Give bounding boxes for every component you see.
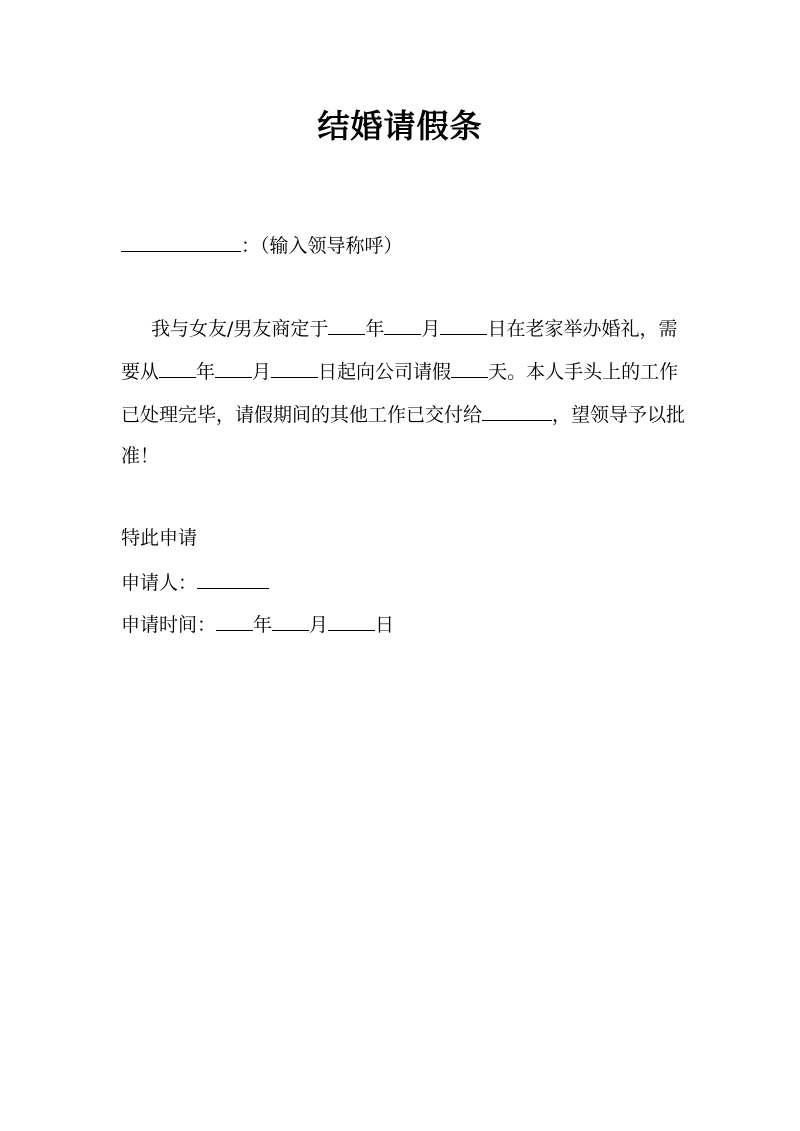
body-text: 我与女友/男友商定于	[151, 318, 329, 340]
body-text: 已处理完毕，请假期间的其他工作已交付给	[121, 404, 483, 426]
leave-year-blank[interactable]	[159, 356, 196, 378]
year-label: 年	[196, 361, 216, 383]
month-label: 月	[309, 614, 329, 636]
year-label: 年	[253, 614, 273, 636]
applicant-label: 申请人：	[121, 572, 198, 594]
body-text: 日在老家举办婚礼，需	[487, 318, 678, 340]
month-label: 月	[252, 361, 272, 383]
application-day-blank[interactable]	[328, 609, 375, 631]
salutation-suffix: ：（输入领导称呼）	[241, 235, 403, 257]
applicant-name-blank[interactable]	[197, 567, 269, 589]
salutation-line	[121, 230, 403, 260]
handover-person-blank[interactable]	[482, 399, 552, 421]
wedding-year-blank[interactable]	[328, 313, 365, 335]
wedding-day-blank[interactable]	[440, 313, 487, 335]
closing-statement	[121, 524, 197, 552]
year-label: 年	[365, 318, 385, 340]
leave-days-blank[interactable]	[451, 356, 488, 378]
body-text: ，望领导予以批	[552, 404, 686, 426]
leader-name-blank[interactable]	[121, 230, 241, 252]
body-line-4	[121, 442, 159, 470]
closing-text: 特此申请	[121, 527, 198, 549]
body-line-1	[121, 313, 677, 343]
body-line-2	[121, 356, 678, 386]
body-text: 要从	[121, 361, 160, 383]
wedding-month-blank[interactable]	[384, 313, 421, 335]
leave-day-blank[interactable]	[271, 356, 318, 378]
application-month-blank[interactable]	[272, 609, 309, 631]
page-title: 结婚请假条	[317, 107, 483, 145]
applicant-line	[121, 567, 269, 597]
body-text: 天。本人手头上的工作	[488, 361, 679, 383]
application-year-blank[interactable]	[216, 609, 253, 631]
body-text: 日起向公司请假	[318, 361, 452, 383]
day-label: 日	[375, 614, 395, 636]
application-date-label: 申请时间：	[121, 614, 217, 636]
leave-month-blank[interactable]	[215, 356, 252, 378]
application-date-line	[121, 609, 394, 639]
body-line-3	[121, 399, 685, 429]
body-text: 准！	[121, 445, 160, 467]
month-label: 月	[421, 318, 441, 340]
